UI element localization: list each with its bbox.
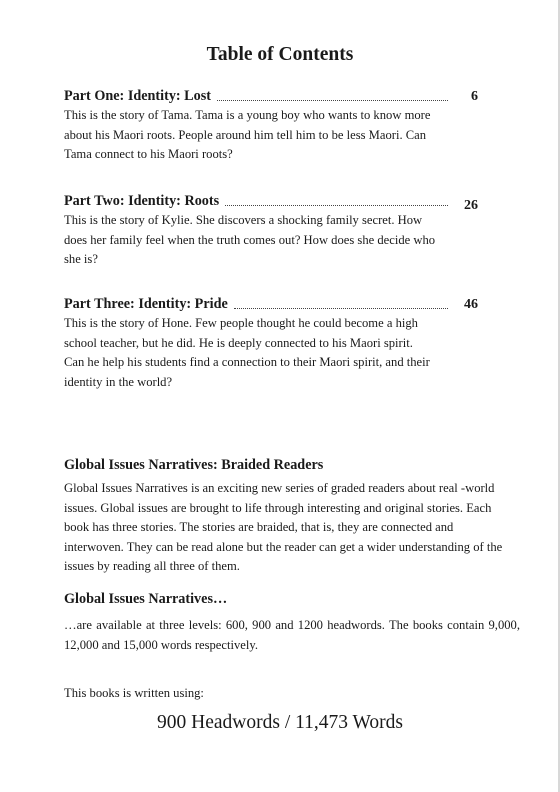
toc-entry-title: Part One: Identity: Lost	[64, 88, 211, 104]
toc-entry-header	[64, 190, 478, 213]
toc-entry-part-two	[64, 190, 478, 270]
word-count-stats: 900 Headwords / 11,473 Words	[157, 712, 403, 733]
toc-page-number: 26	[464, 198, 478, 213]
page-title: Table of Contents	[206, 44, 354, 65]
toc-entry-part-three	[64, 293, 478, 392]
toc-entry-header	[64, 85, 478, 105]
toc-entry-header	[64, 293, 478, 313]
levels-heading: Global Issues Narratives…	[64, 591, 228, 607]
written-using-label: This books is written using:	[64, 686, 204, 700]
toc-entry-description: This is the story of Tama. Tama is a young boy who wants to know more about his Maori roots. People around him tell him to be less Maori. Can Tama connect to his Maori roots?	[64, 108, 431, 161]
dot-leader	[234, 308, 448, 309]
toc-entry-title: Part Three: Identity: Pride	[64, 296, 228, 312]
toc-page-number: 46	[464, 297, 478, 312]
series-description: Global Issues Narratives is an exciting new series of graded readers about real -world issues. Global issues are brought to life through interesting and original stories. Each book has three stories. The stories are braided, that is, they are connected and interwoven. They can be read alone but the reader can get a wider understanding of the issues by reading all three of them.	[64, 481, 503, 573]
series-heading: Global Issues Narratives: Braided Readers	[64, 457, 324, 473]
toc-entry-description: This is the story of Kylie. She discovers a shocking family secret. How does her family feel when the truth comes out? How does she decide who she is?	[64, 213, 436, 266]
toc-page-number: 6	[471, 89, 478, 104]
toc-entry-part-one	[64, 85, 478, 165]
toc-entry-title: Part Two: Identity: Roots	[64, 193, 220, 209]
levels-description: …are available at three levels: 600, 900 and 1200 headwords. The books contain 9,000, 12,000 and 15,000 words respectively.	[64, 618, 520, 652]
dot-leader	[217, 100, 448, 101]
toc-entry-description: This is the story of Hone. Few people thought he could become a high school teacher, but he did. He is deeply connected to his Maori spirit. Can he help his students find a connection to their Maori spirit, and their identity in the world?	[64, 316, 430, 389]
dot-leader	[225, 205, 448, 206]
